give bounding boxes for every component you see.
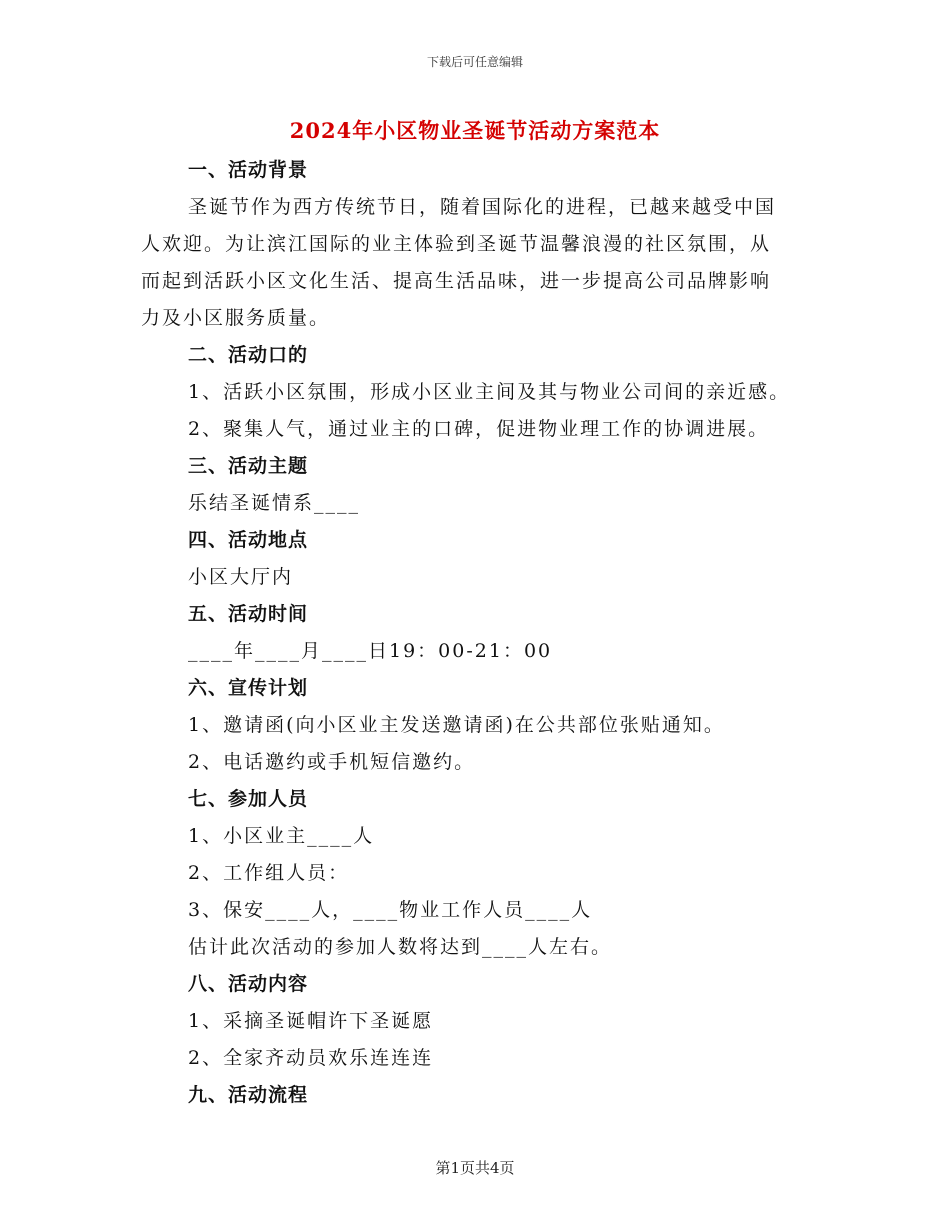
paragraph-line: 圣诞节作为西方传统节日，随着国际化的进程，已越来越受中国 — [188, 196, 777, 218]
list-item: 2、聚集人气，通过业主的口碑，促进物业理工作的协调进展。 — [188, 418, 770, 440]
list-item: 2、工作组人员： — [188, 862, 350, 884]
section-heading-time: 五、活动时间 — [188, 603, 309, 625]
paragraph-line: 乐结圣诞情系____ — [188, 492, 361, 514]
paragraph-line: 而起到活跃小区文化生活、提高生活品味，进一步提高公司品牌影响 — [141, 270, 772, 292]
section-heading-content: 八、活动内容 — [188, 973, 309, 995]
paragraph-line: 力及小区服务质量。 — [141, 307, 331, 329]
page-footer: 第1页共4页 — [435, 1159, 515, 1177]
list-item: 2、全家齐动员欢乐连连连 — [188, 1047, 434, 1069]
list-item: 1、小区业主____人 — [188, 825, 375, 847]
list-item: 3、保安____人，____物业工作人员____人 — [188, 899, 593, 921]
section-heading-process: 九、活动流程 — [188, 1084, 309, 1106]
list-item: 1、活跃小区氛围，形成小区业主间及其与物业公司间的亲近感。 — [188, 381, 791, 403]
list-item: 1、采摘圣诞帽许下圣诞愿 — [188, 1010, 434, 1032]
section-heading-location: 四、活动地点 — [188, 529, 309, 551]
section-heading-background: 一、活动背景 — [188, 159, 309, 181]
paragraph-line: 小区大厅内 — [188, 566, 294, 588]
paragraph-line: 估计此次活动的参加人数将达到____人左右。 — [188, 936, 613, 958]
section-heading-theme: 三、活动主题 — [188, 455, 309, 477]
document-title: 2024年小区物业圣诞节活动方案范本 — [289, 118, 661, 143]
section-heading-promotion: 六、宣传计划 — [188, 677, 309, 699]
section-heading-purpose: 二、活动口的 — [188, 344, 309, 366]
list-item: 1、邀请函(向小区业主发送邀请函)在公共部位张贴通知。 — [188, 714, 725, 736]
header-note: 下载后可任意编辑 — [426, 55, 523, 69]
paragraph-line: 人欢迎。为让滨江国际的业主体验到圣诞节温馨浪漫的社区氛围，从 — [141, 233, 772, 255]
paragraph-line: ____年____月____日19：00-21：00 — [188, 640, 553, 662]
section-heading-participants: 七、参加人员 — [188, 788, 309, 810]
list-item: 2、电话邀约或手机短信邀约。 — [188, 751, 476, 773]
